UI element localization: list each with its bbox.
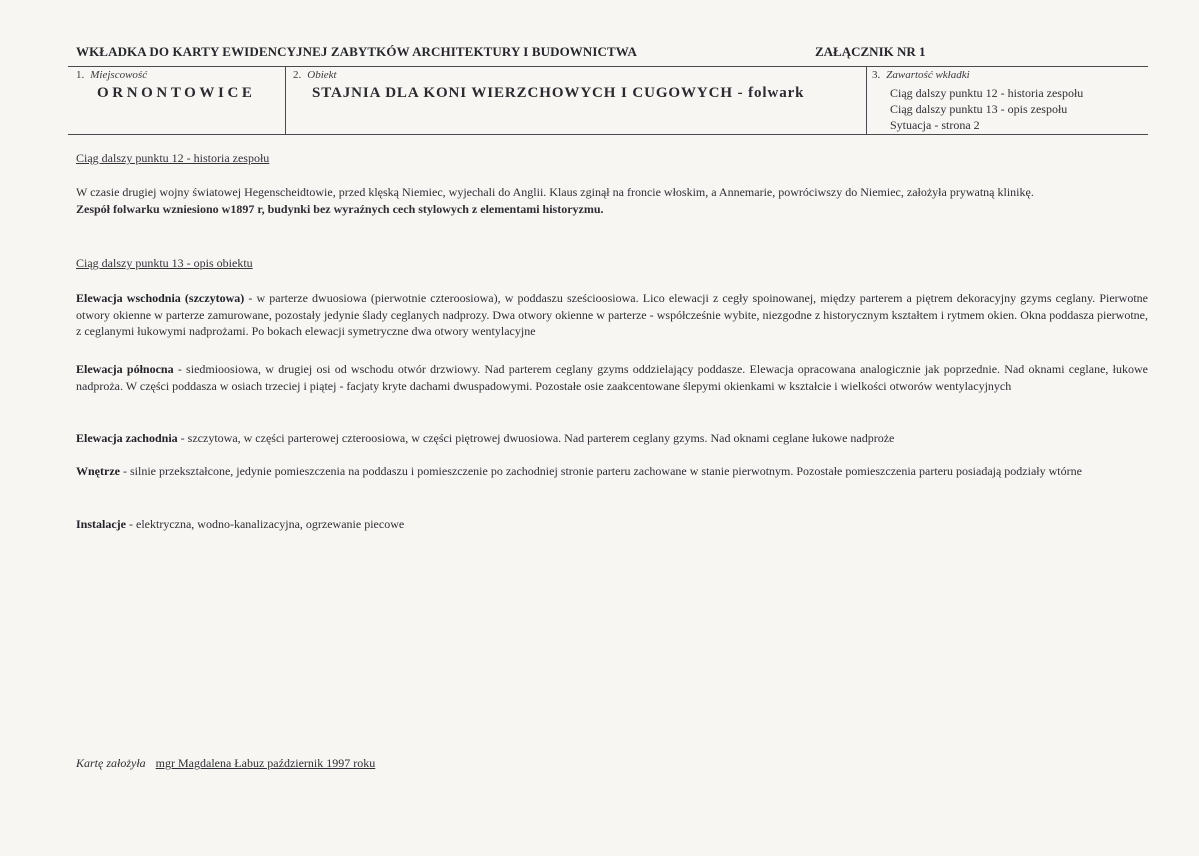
entry-term: Elewacja zachodnia bbox=[76, 431, 178, 445]
contents-item: Ciąg dalszy punktu 13 - opis zespołu bbox=[890, 102, 1068, 116]
place-field-label bbox=[76, 69, 147, 81]
entry-term: Elewacja północna bbox=[76, 362, 174, 376]
entry-text: - siedmioosiowa, w drugiej osi od wschodu otwór drzwiowy. Nad parterem ceglany gzyms oddzielający poddasze. Elewacja opracowana analogicznie jak poprzednie. Nad oknami ceglane, łukowe nadproża. W części poddasza w osiach trzeciej i piątej - facjaty kryte dachami dwuspadowymi. Pozostałe osie zaakcentowane ślepymi okienkami w kształcie i wielkości otworów wentylacyjnych bbox=[76, 362, 1148, 393]
contents-item: Ciąg dalszy punktu 12 - historia zespołu bbox=[890, 86, 1084, 100]
contents-field-number: 3. bbox=[872, 69, 881, 81]
east-elevation-entry bbox=[76, 290, 1148, 340]
field-divider-2 bbox=[866, 66, 867, 135]
section-12-history bbox=[76, 184, 1148, 217]
place-field-caption: Miejscowość bbox=[90, 69, 148, 81]
history-summary: Zespół folwarku wzniesiono w1897 r, budynki bez wyraźnych cech stylowych z elementami historyzmu. bbox=[76, 201, 604, 216]
entry-term: Instalacje bbox=[76, 517, 126, 531]
entry-term: Wnętrze bbox=[76, 464, 120, 478]
installations-entry bbox=[76, 516, 1148, 533]
west-elevation-entry bbox=[76, 430, 1148, 447]
contents-item: Sytuacja - strona 2 bbox=[890, 118, 980, 132]
entry-text: - szczytowa, w części parterowej czteroosiowa, w części piętrowej dwuosiowa. Nad parterem ceglany gzyms. Nad oknami ceglane łukowe nadproże bbox=[177, 431, 895, 445]
object-value: STAJNIA DLA KONI WIERZCHOWYCH I CUGOWYCH - folwark bbox=[312, 85, 805, 101]
section-13-heading: Ciąg dalszy punktu 13 - opis obiektu bbox=[76, 256, 253, 270]
field-grid-top-rule bbox=[68, 66, 1148, 67]
document-title: WKŁADKA DO KARTY EWIDENCYJNEJ ZABYTKÓW ARCHITEKTURY I BUDOWNICTWA bbox=[76, 44, 637, 59]
object-field-label bbox=[293, 69, 337, 81]
history-paragraph: W czasie drugiej wojny światowej Hegenscheidtowie, przed klęską Niemiec, wyjechali do Anglii. Klaus zginął na froncie włoskim, a Annemarie, powróciwszy do Niemiec, założyła prywatną klinikę. bbox=[76, 185, 1034, 199]
object-field-caption: Obiekt bbox=[307, 69, 337, 81]
section-12-heading: Ciąg dalszy punktu 12 - historia zespołu bbox=[76, 151, 270, 165]
contents-list bbox=[890, 85, 1083, 133]
author-value: mgr Magdalena Łabuz październik 1997 roku bbox=[155, 756, 376, 770]
north-elevation-entry bbox=[76, 361, 1148, 394]
card-author-line bbox=[76, 756, 375, 771]
object-field-number: 2. bbox=[293, 69, 302, 81]
interior-entry bbox=[76, 463, 1148, 480]
entry-term: Elewacja wschodnia (szczytowa) bbox=[76, 291, 245, 305]
field-grid-bottom-rule bbox=[68, 134, 1148, 135]
entry-text: - w parterze dwuosiowa (pierwotnie czteroosiowa), w poddaszu sześcioosiowa. Lico elewacji z cegły spoinowanej, między parterem a piętrem dekoracyjny gzyms ceglany. Pierwotne otwory okienne w parterze zamurowane, pozostały jedynie ślady ceglanych nadprozy. Dwa otwory okienne w parterze - współcześnie wybite, niezgodne z historycznym kształtem i rytmem okien. Okna poddasza pierwotne, z ceglanymi łukowymi nadprożami. Po bokach elewacji symetryczne dwa otwory wentylacyjne bbox=[76, 291, 1148, 338]
author-label: Kartę założyła bbox=[76, 756, 146, 770]
entry-text: - silnie przekształcone, jedynie pomieszczenia na poddaszu i pomieszczenie po zachodniej stronie parteru zachowane w stanie pierwotnym. Pozostałe pomieszczenia parteru posiadają podziały wtórne bbox=[119, 464, 1082, 478]
contents-field-caption: Zawartość wkładki bbox=[886, 69, 970, 81]
place-field-number: 1. bbox=[76, 69, 85, 81]
place-value: ORNONTOWICE bbox=[97, 85, 256, 101]
field-divider-1 bbox=[285, 66, 286, 135]
attachment-number: ZAŁĄCZNIK NR 1 bbox=[815, 44, 926, 59]
contents-field-label bbox=[872, 69, 970, 81]
entry-text: - elektryczna, wodno-kanalizacyjna, ogrzewanie piecowe bbox=[126, 517, 405, 531]
